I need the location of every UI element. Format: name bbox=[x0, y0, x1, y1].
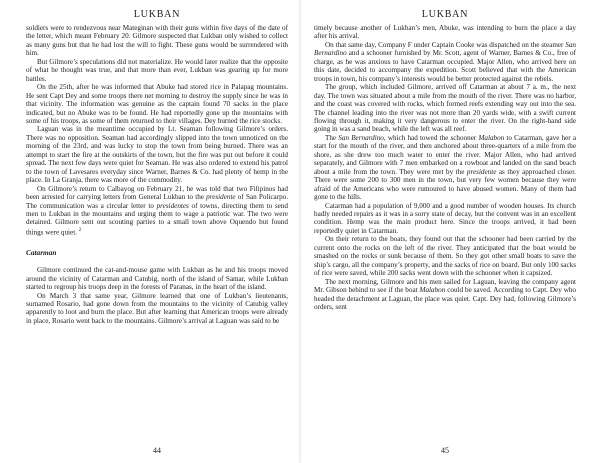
paragraph: Catarman had a population of 9,000 and a good number of wooden houses. Its church badly needed repairs as it was in a sorry state of decay, but the convent was in an excellent condition. Hemp was the main product here. Since the troops arrived, it had been reportedly quiet in Catarman. bbox=[314, 201, 576, 235]
right-page bbox=[300, 0, 600, 463]
italic-term: presidente bbox=[206, 193, 236, 202]
paragraph: The group, which included Gilmore, arrived off Catarman at about 7 a. m., the next day. The town was situated about a mile from the mouth of the river. There was no harbor, and the coast was covered with rocks, which formed reefs extending way out into the sea. The channel leading into the river was not more than 20 yards wide, with a swift current flowing through it, making it very dangerous to enter the river. On the right-hand side going in was a sand beach, while the left was all reef. bbox=[314, 83, 576, 134]
text-run: of San Policarpo. The communication was a circular letter to bbox=[26, 193, 288, 210]
body-text bbox=[26, 24, 288, 325]
section-heading: Catarman bbox=[26, 247, 57, 257]
body-text bbox=[314, 24, 576, 311]
text-run: On Gilmore’s return to Calbayog on February 21, he was told that two Filipinos had been arrested for carrying letters from General Lukban to the bbox=[26, 184, 288, 202]
paragraph: But Gilmore’s speculations did not materialize. He would later realize that the opposite of what he thought was true, and that more than ever, Lukban was gearing up for more battles. bbox=[26, 57, 288, 83]
italic-term: Malabon bbox=[419, 286, 446, 295]
paragraph: On the 25th, after he was informed that Abuke had stored rice in Palapag mountains. He sent Capt Dey and some troops there net morning to destroy the supply since he was in that vicinity. The information was genuine as the captain found 70 sacks in the place indicated, but no Abuke was to be found. He had reportedly gone up the mountains with some of his troops, as some of them returned to their villages. Dey burned the rice stocks. bbox=[26, 83, 288, 125]
text-run: as they approached closer. There were some 200 to 300 men in the town, but very few women because they were afraid of the Americans who were rumoured to have abused women. Many of them had gone to the hills. bbox=[314, 167, 576, 202]
text-run: The bbox=[325, 133, 339, 142]
book-gutter bbox=[298, 0, 302, 463]
paragraph bbox=[314, 278, 576, 312]
page-number: 45 bbox=[441, 446, 449, 455]
italic-term: San Bernardino bbox=[314, 40, 576, 58]
text-run: The next morning, Gilmore and his men sailed for Laguan, leaving the company agent Mr. Gibson behind to see if the boat bbox=[314, 277, 576, 295]
text-run: to Catarman, gave her a start for the mouth of the river, and then anchored about three-quarters of a mile from the shore, as she drew too much water to enter the river. Major Allen, who had arrived separately, and Gilmore with 7 men embarked on a rowboat and landed on the sand beach about a mile from the town. They were met by the bbox=[314, 133, 577, 176]
italic-term: presidentes bbox=[156, 201, 189, 210]
italic-term: presidente bbox=[466, 167, 497, 176]
italic-term: San Bernardino bbox=[338, 133, 384, 142]
paragraph: Gilmore continued the cat-and-mouse game with Lukban as he and his troops moved around the vicinity of Catarman and Catubig, north of the island of Samar, while Lukban started to regroup his troops deep in the forests of Paranas, in the heart of the island. bbox=[26, 266, 288, 292]
paragraph bbox=[314, 41, 576, 83]
text-run: On that same day, Company F under Captain Cooke was dispatched on the steamer bbox=[325, 40, 566, 49]
paragraph bbox=[26, 185, 288, 237]
paragraph: soldiers were to rendezvous near Mateginan with their guns within five days of the date of the letter, which meant February 20. Gilmore suspected that Lukban only wished to collect as many guns but that he had lost the will to fight. These guns would be surrendered with him. bbox=[26, 24, 288, 58]
paragraph: On their return to the boats, they found out that the schooner had been carried by the current onto the rocks on the left of the river. They anticipated that the boat would be smashed on the rocks or sunk because of them. So they got other small boats to save the ship’s cargo, all the company’s property, and the sacks of rice on board. But only 100 sacks of rice were saved, while 200 sacks went down with the schooner when it capsized. bbox=[314, 235, 576, 278]
text-run: , which had towed the schooner bbox=[383, 133, 479, 142]
page-number: 44 bbox=[153, 446, 161, 455]
paragraph bbox=[314, 134, 576, 202]
text-run: and a schooner furnished by Mr. Scott, agent of Warner, Barnes & Co., free of charge, as he was anxious to have Catarman occupied. Major Allen, who arrived here on this date, decided to accompany the expedition. Scott believed that with the American troops in town, his company’s interests would be better protected against the rebels. bbox=[314, 49, 576, 83]
paragraph: Laguan was in the meantime occupied by Lt. Seaman following Gilmore’s orders. There was no opposition. Seaman had accordingly slipped into the town unnoticed on the morning of the 23rd, and was lucky to stop the town from being burned. There was an attempt to start the fire at the outskirts of the town, but the fire was put out before it could spread. The next few days were quiet for Seaman. He was also ordered to extend his patrol to the town of Lavesares everyday since Warner, Barnes & Co. had plenty of hemp in the place. In La Granja, there was more of the commodity. bbox=[26, 125, 288, 185]
running-header: LUKBAN bbox=[133, 9, 181, 20]
text-run: of towns, directing them to send men to Lukban in the mountains and urging them to wage a patriotic war. The two were detained. Gilmore sent out scouting parties to a small town above Oquendo but found things were quiet. bbox=[26, 201, 288, 237]
paragraph: On March 3 that same year, Gilmore learned that one of Lukban’s lieutenants, surnamed Rosario, had gone down from the mountains to the vicinity of Catubig valley apparently to loot and burn the place. But after learning that American troops were already in place, Rosario went back to the mountains. Gilmore’s arrival at Laguan was said to be bbox=[26, 291, 288, 325]
italic-term: Malabon bbox=[478, 133, 505, 142]
footnote-marker: 2 bbox=[78, 227, 82, 233]
text-run: could be saved. According to Capt. Dey who headed the detachment at Laguan, the place was quiet. Capt. Dey had, following Gilmore’s orders, sent bbox=[314, 286, 576, 311]
running-header: LUKBAN bbox=[421, 9, 469, 20]
paragraph: timely because another of Lukban’s men, Abuke, was intending to burn the place a day after his arrival. bbox=[314, 24, 576, 41]
